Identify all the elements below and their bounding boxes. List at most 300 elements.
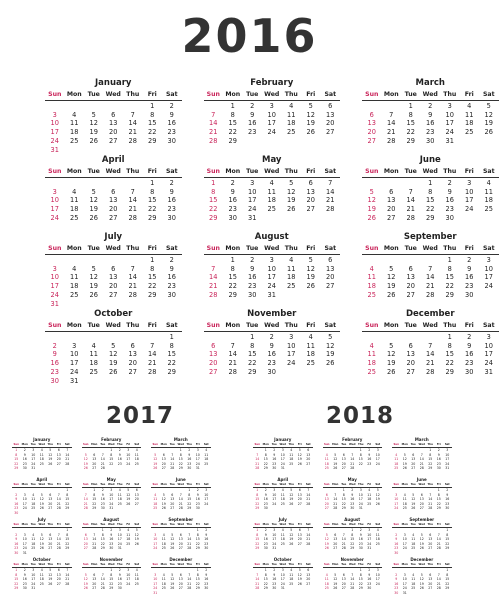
month-name: April xyxy=(277,477,289,482)
day-cell: 24 xyxy=(22,506,27,511)
day-cell: 14 xyxy=(350,577,355,582)
day-cell: 28 xyxy=(92,546,97,551)
day-cell: 25 xyxy=(70,136,79,145)
weekday-header: Sun xyxy=(365,168,379,175)
day-cell: 24 xyxy=(126,461,131,466)
weekday-header: Wed xyxy=(264,245,280,252)
day-cell: 7 xyxy=(351,452,354,457)
day-cell: 26 xyxy=(402,466,407,471)
day-cell: 19 xyxy=(161,501,166,506)
day-cell: 16 xyxy=(167,119,176,128)
day-cell: 31 xyxy=(195,466,200,471)
day-cell: 1 xyxy=(256,528,259,532)
day-cell: 2 xyxy=(273,568,276,572)
day-cell: 24 xyxy=(402,586,407,591)
day-cell: 9 xyxy=(110,532,113,537)
day-cell: 17 xyxy=(109,497,114,502)
day-cell: 23 xyxy=(22,461,27,466)
day-cell: 24 xyxy=(248,205,257,214)
day-cell: 16 xyxy=(167,273,176,282)
day-cell: 13 xyxy=(419,497,424,502)
day-cell: 2 xyxy=(359,528,362,532)
day-cell: 28 xyxy=(100,586,105,591)
day-cell: 22 xyxy=(436,501,441,506)
day-cell: 27 xyxy=(109,290,118,299)
day-cell: 1 xyxy=(93,488,96,492)
day-cell: 12 xyxy=(333,577,338,582)
day-cell: 8 xyxy=(230,264,235,273)
day-cell: 28 xyxy=(65,461,70,466)
day-cell: 19 xyxy=(109,359,118,368)
day-cell: 20 xyxy=(406,282,415,291)
day-cell: 25 xyxy=(289,461,294,466)
day-cell: 18 xyxy=(411,541,416,546)
day-cell: 31 xyxy=(50,145,59,154)
day-cell: 12 xyxy=(39,537,44,542)
day-cell: 15 xyxy=(109,577,114,582)
day-cell: 19 xyxy=(411,501,416,506)
day-cell: 1 xyxy=(351,528,354,532)
day-cell: 11 xyxy=(367,350,376,359)
weekday-header: Tue xyxy=(404,245,417,252)
day-cell: 5 xyxy=(171,572,174,577)
weekday-header: Wed xyxy=(177,483,184,486)
day-cell: 17 xyxy=(70,359,79,368)
day-cell: 23 xyxy=(465,282,474,291)
day-cell: 18 xyxy=(134,457,139,462)
day-cell: 21 xyxy=(92,541,97,546)
year-title-2018: 2018 xyxy=(325,403,394,429)
weekday-header: Sat xyxy=(375,523,381,526)
day-cell: 21 xyxy=(306,497,311,502)
day-cell: 17 xyxy=(484,273,493,282)
weekday-header: Fri xyxy=(147,91,157,98)
day-cell: 23 xyxy=(445,501,450,506)
day-cell: 27 xyxy=(178,586,183,591)
day-cell: 15 xyxy=(428,457,433,462)
day-cell: 14 xyxy=(255,457,260,462)
day-cell: 5 xyxy=(40,492,43,497)
day-cell: 24 xyxy=(70,367,79,376)
day-cell: 2 xyxy=(169,102,174,110)
day-cell: 23 xyxy=(204,541,209,546)
day-cell: 14 xyxy=(92,537,97,542)
month-name: April xyxy=(36,477,48,482)
day-cell: 12 xyxy=(170,537,175,542)
day-cell: 27 xyxy=(341,586,346,591)
day-cell: 26 xyxy=(89,213,98,222)
weekday-header: Fri xyxy=(147,168,157,175)
day-cell: 23 xyxy=(394,586,399,591)
day-cell: 22 xyxy=(178,461,183,466)
day-cell: 1 xyxy=(342,488,345,492)
month-name: June xyxy=(175,477,186,482)
day-cell: 6 xyxy=(328,256,333,264)
month-name: June xyxy=(419,155,441,165)
day-cell: 8 xyxy=(196,572,199,577)
day-cell: 29 xyxy=(255,546,260,551)
day-cell: 21 xyxy=(83,501,88,506)
day-cell: 16 xyxy=(117,577,122,582)
day-cell: 19 xyxy=(297,577,302,582)
day-cell: 13 xyxy=(48,537,53,542)
day-cell: 6 xyxy=(93,572,96,577)
weekday-header: Fri xyxy=(56,443,61,446)
day-cell: 7 xyxy=(101,452,104,457)
day-cell: 19 xyxy=(48,457,53,462)
day-cell: 25 xyxy=(161,586,166,591)
day-cell: 28 xyxy=(350,586,355,591)
day-cell: 8 xyxy=(256,492,259,497)
day-cell: 12 xyxy=(83,577,88,582)
day-cell: 13 xyxy=(428,577,433,582)
day-cell: 16 xyxy=(358,537,363,542)
weekday-header: Sun xyxy=(82,523,89,526)
day-cell: 23 xyxy=(267,359,276,368)
day-cell: 13 xyxy=(83,537,88,542)
day-cell: 28 xyxy=(128,213,137,222)
weekday-header: Tue xyxy=(271,523,277,526)
day-cell: 27 xyxy=(134,501,139,506)
day-cell: 30 xyxy=(195,506,200,511)
day-cell: 7 xyxy=(389,110,394,119)
day-cell: 8 xyxy=(264,572,267,577)
day-cell: 16 xyxy=(445,196,454,205)
day-cell: 5 xyxy=(84,572,87,577)
month-name: May xyxy=(262,155,282,165)
day-cell: 30 xyxy=(272,586,277,591)
day-cell: 28 xyxy=(419,466,424,471)
day-cell: 29 xyxy=(228,290,237,299)
day-cell: 28 xyxy=(148,367,157,376)
day-cell: 11 xyxy=(484,187,493,196)
day-cell: 23 xyxy=(100,501,105,506)
day-cell: 3 xyxy=(110,488,113,492)
day-cell: 30 xyxy=(394,591,399,595)
weekday-header: Sat xyxy=(305,563,311,566)
day-cell: 27 xyxy=(297,541,302,546)
day-cell: 10 xyxy=(375,452,380,457)
day-cell: 1 xyxy=(110,448,113,452)
day-cell: 10 xyxy=(109,492,114,497)
day-cell: 19 xyxy=(89,128,98,137)
day-cell: 24 xyxy=(50,290,59,299)
day-cell: 28 xyxy=(387,136,396,145)
day-cell: 26 xyxy=(484,128,493,137)
day-cell: 29 xyxy=(436,506,441,511)
weekday-header: Wed xyxy=(108,443,115,446)
day-cell: 19 xyxy=(326,350,335,359)
day-cell: 14 xyxy=(428,497,433,502)
day-cell: 5 xyxy=(289,179,294,187)
day-cell: 29 xyxy=(148,290,157,299)
day-cell: 8 xyxy=(150,110,155,119)
day-cell: 23 xyxy=(167,205,176,214)
day-cell: 18 xyxy=(367,497,372,502)
day-cell: 1 xyxy=(188,488,191,492)
day-cell: 2 xyxy=(23,448,26,452)
weekday-header: Mon xyxy=(401,523,408,526)
day-cell: 8 xyxy=(447,264,452,273)
day-cell: 12 xyxy=(170,577,175,582)
day-cell: 11 xyxy=(375,532,380,537)
day-cell: 13 xyxy=(109,119,118,128)
weekday-header: Sat xyxy=(482,91,495,98)
weekday-header: Tue xyxy=(169,483,175,486)
day-cell: 10 xyxy=(22,497,27,502)
day-cell: 29 xyxy=(209,213,218,222)
day-cell: 10 xyxy=(358,492,363,497)
weekday-header: Tue xyxy=(30,483,36,486)
day-cell: 4 xyxy=(205,448,208,452)
day-cell: 15 xyxy=(228,119,237,128)
day-cell: 6 xyxy=(93,452,96,457)
day-cell: 16 xyxy=(167,196,176,205)
day-cell: 16 xyxy=(14,501,19,506)
day-cell: 11 xyxy=(367,273,376,282)
day-cell: 10 xyxy=(367,532,372,537)
day-cell: 31 xyxy=(31,466,36,471)
day-cell: 18 xyxy=(126,537,131,542)
weekday-header: Sat xyxy=(134,523,140,526)
day-cell: 23 xyxy=(228,205,237,214)
day-cell: 24 xyxy=(280,461,285,466)
day-cell: 15 xyxy=(426,196,435,205)
day-cell: 14 xyxy=(326,187,335,196)
day-cell: 2 xyxy=(15,532,18,537)
day-cell: 29 xyxy=(148,136,157,145)
day-cell: 28 xyxy=(306,541,311,546)
day-cell: 9 xyxy=(368,572,371,577)
day-cell: 18 xyxy=(306,350,315,359)
weekday-header: Sat xyxy=(203,483,209,486)
header-divider xyxy=(45,331,182,332)
day-cell: 7 xyxy=(130,264,135,273)
day-cell: 17 xyxy=(31,577,36,582)
day-cell: 28 xyxy=(350,466,355,471)
day-cell: 1 xyxy=(264,568,267,572)
month-name: September xyxy=(403,232,457,242)
day-cell: 3 xyxy=(52,187,57,196)
day-cell: 11 xyxy=(267,187,276,196)
day-cell: 27 xyxy=(297,501,302,506)
day-cell: 15 xyxy=(109,457,114,462)
day-cell: 28 xyxy=(56,546,61,551)
weekday-header: Thu xyxy=(47,563,53,566)
weekday-header: Tue xyxy=(271,443,277,446)
day-cell: 8 xyxy=(150,264,155,273)
day-cell: 7 xyxy=(420,452,423,457)
weekday-header: Wed xyxy=(105,168,121,175)
day-cell: 17 xyxy=(402,541,407,546)
weekday-header: Wed xyxy=(418,523,425,526)
day-cell: 19 xyxy=(289,537,294,542)
day-cell: 4 xyxy=(369,264,374,273)
day-cell: 15 xyxy=(255,497,260,502)
day-cell: 31 xyxy=(117,546,122,551)
day-cell: 19 xyxy=(306,119,315,128)
day-cell: 8 xyxy=(15,572,18,577)
day-cell: 20 xyxy=(170,501,175,506)
day-cell: 8 xyxy=(230,110,235,119)
weekday-header: Fri xyxy=(147,245,157,252)
weekday-header: Wed xyxy=(264,91,280,98)
day-cell: 16 xyxy=(465,273,474,282)
day-cell: 25 xyxy=(367,367,376,376)
day-cell: 7 xyxy=(188,572,191,577)
day-cell: 1 xyxy=(446,528,449,532)
day-cell: 9 xyxy=(205,532,208,537)
day-cell: 17 xyxy=(272,497,277,502)
month-name: April xyxy=(101,155,125,165)
day-cell: 27 xyxy=(83,546,88,551)
day-cell: 29 xyxy=(187,506,192,511)
day-cell: 17 xyxy=(126,457,131,462)
header-divider xyxy=(204,100,341,101)
day-cell: 22 xyxy=(65,541,70,546)
day-cell: 14 xyxy=(187,577,192,582)
day-cell: 11 xyxy=(287,110,296,119)
day-cell: 19 xyxy=(170,581,175,586)
weekday-header: Sun xyxy=(206,322,220,329)
day-cell: 13 xyxy=(406,273,415,282)
day-cell: 14 xyxy=(255,577,260,582)
day-cell: 28 xyxy=(326,205,335,214)
day-cell: 2 xyxy=(110,528,113,532)
day-cell: 9 xyxy=(446,492,449,497)
day-cell: 16 xyxy=(22,577,27,582)
weekday-header: Sat xyxy=(64,443,70,446)
day-cell: 16 xyxy=(109,537,114,542)
day-cell: 13 xyxy=(56,452,61,457)
day-cell: 25 xyxy=(117,501,122,506)
day-cell: 4 xyxy=(289,102,294,110)
day-cell: 4 xyxy=(91,341,96,350)
weekday-header: Fri xyxy=(195,523,200,526)
day-cell: 8 xyxy=(264,452,267,457)
day-cell: 4 xyxy=(162,532,165,537)
day-cell: 12 xyxy=(287,187,296,196)
day-cell: 18 xyxy=(411,581,416,586)
day-cell: 19 xyxy=(419,541,424,546)
day-cell: 12 xyxy=(387,350,396,359)
day-cell: 13 xyxy=(306,572,311,577)
day-cell: 23 xyxy=(117,461,122,466)
weekday-header: Tue xyxy=(271,563,277,566)
weekday-header: Thu xyxy=(126,322,140,329)
day-cell: 22 xyxy=(92,501,97,506)
day-cell: 29 xyxy=(341,506,346,511)
weekday-header: Sun xyxy=(365,91,379,98)
month-name: November xyxy=(247,309,297,319)
day-cell: 8 xyxy=(342,492,345,497)
day-cell: 15 xyxy=(255,537,260,542)
day-cell: 5 xyxy=(389,264,394,273)
day-cell: 24 xyxy=(287,359,296,368)
day-cell: 5 xyxy=(334,572,337,577)
weekday-header: Fri xyxy=(195,443,200,446)
day-cell: 3 xyxy=(269,102,274,110)
header-divider xyxy=(362,177,499,178)
day-cell: 27 xyxy=(428,586,433,591)
day-cell: 1 xyxy=(230,256,235,264)
day-cell: 22 xyxy=(263,581,268,586)
day-cell: 27 xyxy=(411,466,416,471)
day-cell: 7 xyxy=(351,572,354,577)
day-cell: 29 xyxy=(65,506,70,511)
day-cell: 9 xyxy=(118,572,121,577)
day-cell: 27 xyxy=(326,128,335,137)
day-cell: 16 xyxy=(426,119,435,128)
day-cell: 11 xyxy=(31,537,36,542)
day-cell: 9 xyxy=(15,497,18,502)
header-divider xyxy=(204,177,341,178)
day-cell: 22 xyxy=(228,282,237,291)
day-cell: 28 xyxy=(255,466,260,471)
day-cell: 22 xyxy=(255,541,260,546)
day-cell: 4 xyxy=(325,452,328,457)
weekday-header: Fri xyxy=(195,483,200,486)
weekday-header: Sat xyxy=(165,322,178,329)
weekday-header: Fri xyxy=(56,563,61,566)
day-cell: 11 xyxy=(89,350,98,359)
weekday-header: Thu xyxy=(186,443,192,446)
day-cell: 29 xyxy=(195,586,200,591)
day-cell: 8 xyxy=(93,492,96,497)
weekday-header: Sun xyxy=(254,523,261,526)
day-cell: 8 xyxy=(101,532,104,537)
day-cell: 20 xyxy=(56,577,61,582)
weekday-header: Thu xyxy=(288,523,294,526)
weekday-header: Mon xyxy=(225,168,241,175)
day-cell: 7 xyxy=(307,528,310,532)
day-cell: 27 xyxy=(419,506,424,511)
day-cell: 27 xyxy=(56,461,61,466)
weekday-header: Tue xyxy=(100,443,106,446)
day-cell: 17 xyxy=(445,457,450,462)
day-cell: 12 xyxy=(134,532,139,537)
day-cell: 11 xyxy=(402,497,407,502)
day-cell: 6 xyxy=(408,341,413,350)
day-cell: 6 xyxy=(308,179,313,187)
day-cell: 4 xyxy=(154,492,157,497)
day-cell: 16 xyxy=(436,457,441,462)
day-cell: 2 xyxy=(52,341,57,350)
day-cell: 15 xyxy=(445,350,454,359)
day-cell: 9 xyxy=(188,452,191,457)
day-cell: 27 xyxy=(209,367,218,376)
day-cell: 12 xyxy=(375,492,380,497)
day-cell: 8 xyxy=(437,492,440,497)
day-cell: 29 xyxy=(100,546,105,551)
weekday-header: Tue xyxy=(341,483,347,486)
weekday-header: Sat xyxy=(165,168,178,175)
weekday-header: Sun xyxy=(48,91,62,98)
day-cell: 13 xyxy=(367,119,376,128)
weekday-header: Tue xyxy=(87,322,100,329)
weekday-header: Thu xyxy=(358,523,364,526)
day-cell: 13 xyxy=(297,492,302,497)
weekday-header: Mon xyxy=(225,245,241,252)
day-cell: 21 xyxy=(128,282,137,291)
day-cell: 8 xyxy=(359,452,362,457)
day-cell: 21 xyxy=(128,205,137,214)
day-cell: 21 xyxy=(255,581,260,586)
day-cell: 23 xyxy=(436,461,441,466)
day-cell: 1 xyxy=(447,333,452,341)
day-cell: 25 xyxy=(411,546,416,551)
day-cell: 10 xyxy=(153,577,158,582)
